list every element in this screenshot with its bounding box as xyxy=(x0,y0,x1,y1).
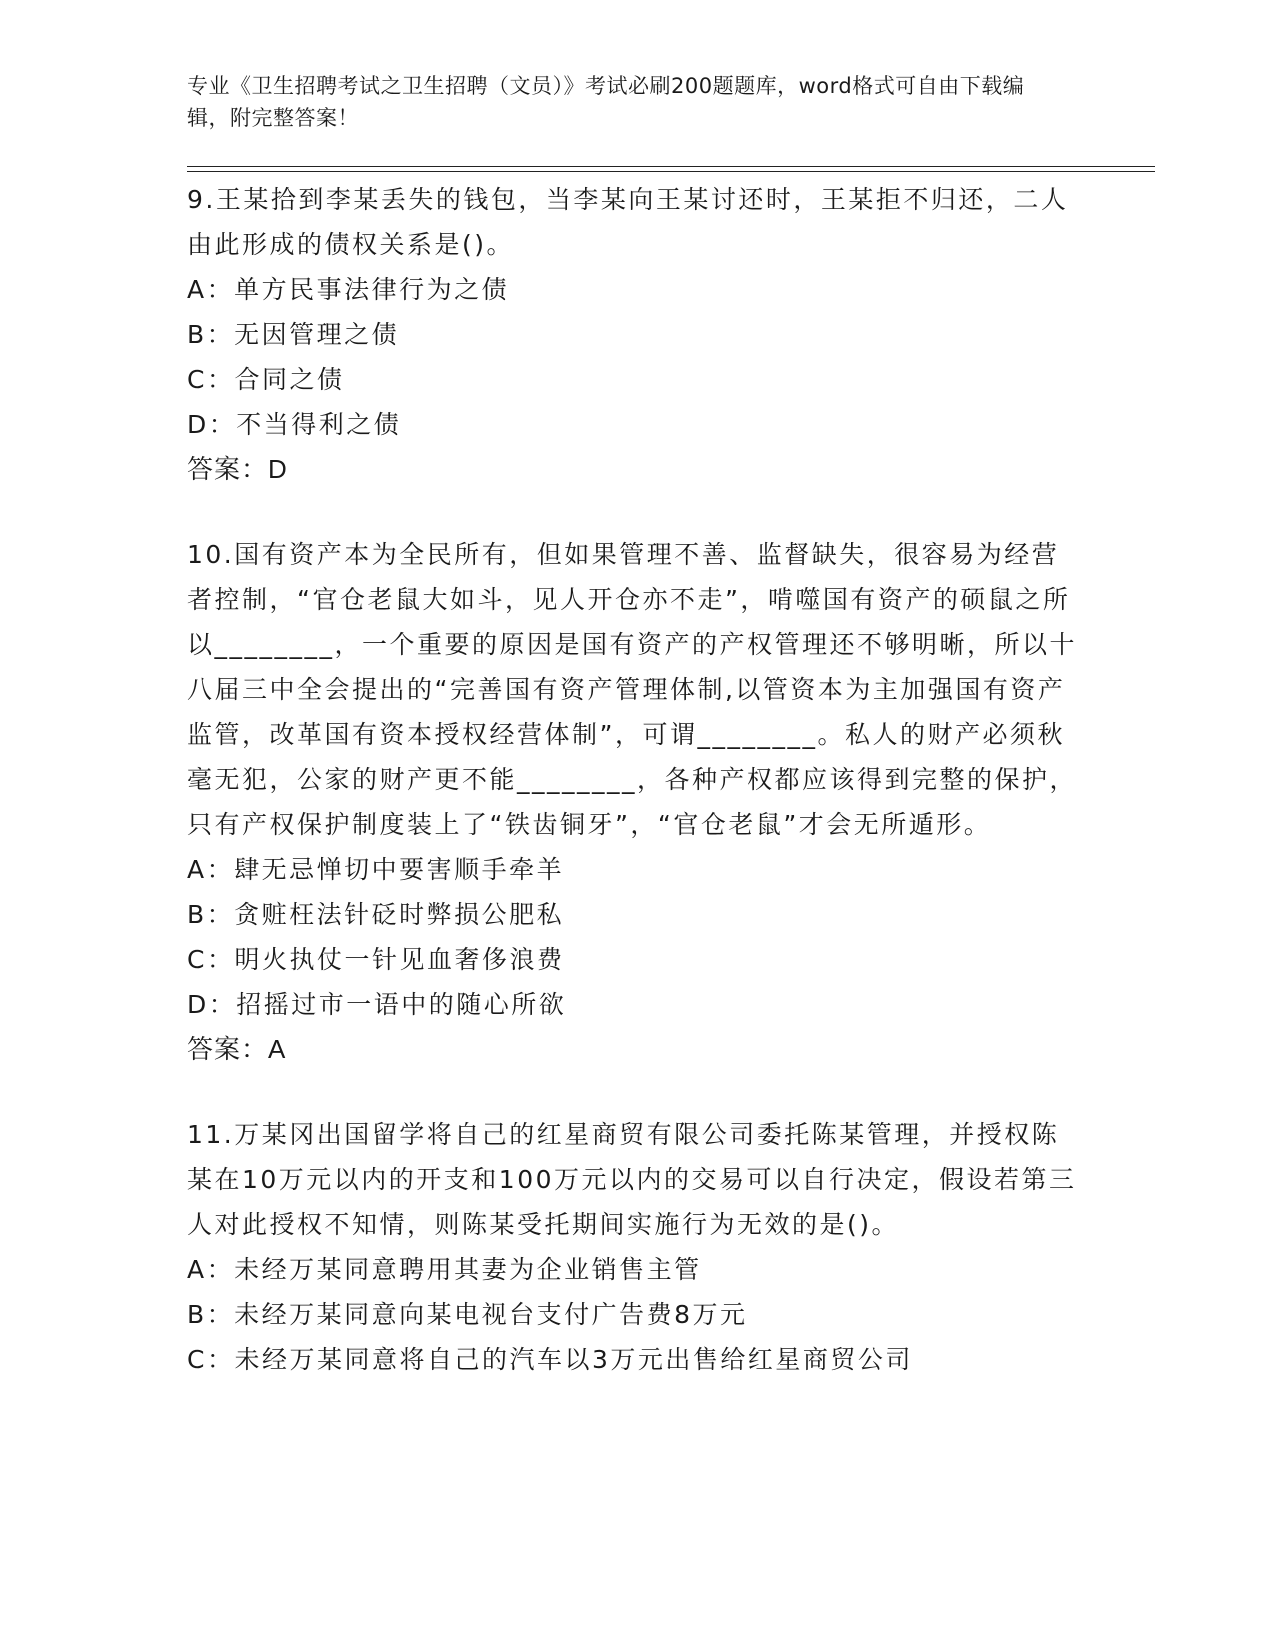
question-9 xyxy=(187,177,1147,492)
question-stem: 10.国有资产本为全民所有，但如果管理不善、监督缺失，很容易为经营者控制，“官仓老鼠大如斗，见人开仓亦不走”，啃噬国有资产的硕鼠之所以________，一个重要的原因是国有资产的产权管理还不够明晰，所以十八届三中全会提出的“完善国有资产管理体制,以管资本为主加强国有资产监管，改革国有资本授权经营体制”，可谓________。私人的财产必须秋毫无犯，公家的财产更不能________，各种产权都应该得到完整的保护，只有产权保护制度装上了“铁齿铜牙”，“官仓老鼠”才会无所遁形。 xyxy=(187,540,1078,839)
question-list xyxy=(187,177,1147,1382)
option-c: C：明火执仗一针见血奢侈浪费 xyxy=(187,945,565,974)
answer-line: 答案：D xyxy=(187,454,288,484)
option-c: C：合同之债 xyxy=(187,365,345,394)
option-a: A：肆无忌惮切中要害顺手牵羊 xyxy=(187,855,565,884)
option-d: D：招摇过市一语中的随心所欲 xyxy=(187,990,567,1019)
document-page xyxy=(187,70,1147,1422)
option-b: B：无因管理之债 xyxy=(187,320,400,349)
header-divider xyxy=(187,166,1155,167)
question-stem: 9.王某拾到李某丢失的钱包，当李某向王某讨还时，王某拒不归还，二人由此形成的债权关系是()。 xyxy=(187,185,1069,259)
option-a: A：单方民事法律行为之债 xyxy=(187,275,510,304)
option-b: B：贪赃枉法针砭时弊损公肥私 xyxy=(187,900,565,929)
option-a: A：未经万某同意聘用其妻为企业销售主管 xyxy=(187,1255,702,1284)
question-10 xyxy=(187,532,1147,1072)
question-11 xyxy=(187,1112,1147,1382)
answer-line: 答案：A xyxy=(187,1034,287,1064)
option-c: C：未经万某同意将自己的汽车以3万元出售给红星商贸公司 xyxy=(187,1345,913,1374)
question-stem: 11.万某冈出国留学将自己的红星商贸有限公司委托陈某管理，并授权陈某在10万元以内的开支和100万元以内的交易可以自行决定，假设若第三人对此授权不知情，则陈某受托期间实施行为无效的是()。 xyxy=(187,1120,1077,1239)
option-d: D：不当得利之债 xyxy=(187,410,402,439)
option-b: B：未经万某同意向某电视台支付广告费8万元 xyxy=(187,1300,748,1329)
document-header: 专业《卫生招聘考试之卫生招聘（文员）》考试必刷200题题库，word格式可自由下载编辑，附完整答案！ xyxy=(187,74,1025,130)
